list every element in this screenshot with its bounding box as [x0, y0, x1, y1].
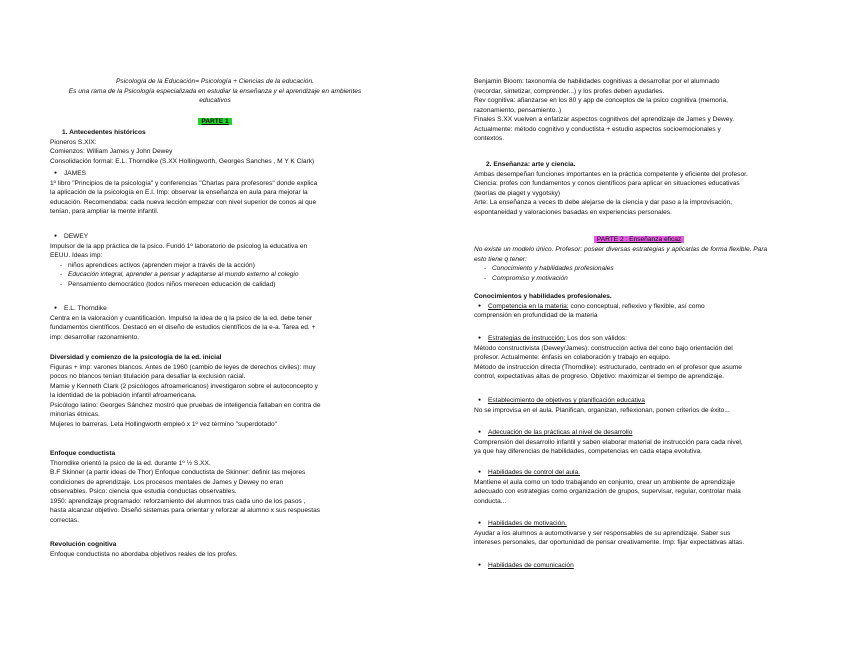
history-section [50, 128, 380, 166]
dewey-item: - Educación integral, aprender a pensar y adaptarse al mundo externo al colegio [50, 270, 380, 280]
competence-line [474, 302, 804, 312]
history-line: Comienzos: William James y John Dewey [50, 148, 173, 156]
motivation-line: Ayudar a los alumnos a automotivarse y ser responsables de su aprendizaje. Saber sus [474, 529, 731, 537]
dewey-line: EEUU. Ideas imp: [50, 252, 103, 260]
part1-label: PARTE 1 [198, 118, 231, 125]
art-science-line: (teorías de piaget y vygotsky) [474, 189, 561, 197]
control-line: conducta... [474, 497, 507, 505]
communication-section [474, 561, 804, 571]
james-line: tenían, para ampliar la mente infantil. [50, 208, 159, 216]
bloom-line: Rev cognitiva: afianzarse en los 80 y app de conceptos de la psico cognitiva (memoria, [474, 97, 728, 105]
strategies-line: Método de instrucción directa (Thorndike): estructurado, centrado en el profesor que asume [474, 363, 742, 371]
james-heading: ● JAMES [50, 169, 380, 179]
strategies-line: Método constructivista (Dewey/James): construcción activa del cono bajo orientación del [474, 344, 733, 352]
bloom-line: Finales S.XX vuelven a enfatizar aspectos cognitivos del aprendizaje de James y Dewey. [474, 116, 735, 124]
motivation-section [474, 519, 804, 548]
history-line: Pioneros S.XIX: [50, 138, 97, 146]
art-science-line: Ambas desempeñan funciones importantes en la práctica competente y eficiente del profesor. [474, 170, 748, 178]
diversity-section [50, 353, 380, 429]
strategies-line: control, expectativas altas de progreso. Objetivo: maximizar el tiempo de aprendizaje. [474, 373, 724, 381]
model-item: - Conocimiento y habilidades profesionales [474, 264, 804, 274]
adequacy-line: Comprensión del desarrollo infantil y saben elaborar material de instrucción para cada nivel, [474, 438, 743, 446]
bloom-line: razonamiento, pensamiento..) [474, 106, 562, 114]
art-science-line: Ciencia: profes con fundamentos y conos científicos para aplicar en situaciones educativas [474, 180, 740, 188]
diversity-heading: Diversidad y comienzo de la psicología de la ed. inicial [50, 354, 222, 361]
title-line: educativos [199, 97, 231, 105]
history-line: Consolidación formal: E.L. Thorndike (S.XX Hollingworth, Georges Sanches , M Y K Clark) [50, 157, 315, 165]
dewey-heading: ● DEWEY [50, 232, 380, 242]
dewey-item: - niños aprendices activos (aprenden mejor a través de la acción) [50, 261, 380, 271]
knowledge-heading: Conocimientos y habilidades profesionales. [474, 293, 612, 300]
strategies-text: Los dos son válidos: [565, 335, 627, 342]
goals-line: No se improvisa en el aula. Planifican, organizan, reflexionan, ponen criterios de éxito... [474, 406, 730, 414]
adequacy-heading: ● Adecuación de las prácticas al nivel de desarrollo [474, 428, 804, 438]
competence-line: comprensión en profundidad de la materia [474, 312, 598, 320]
james-line: la aplicación de la psicología en E.I. Imp: observar la enseñanza en aula para mejorar la [50, 189, 308, 197]
diversity-line: pocos no blancos tenían titulación para desafiar la exclusión racial. [50, 373, 246, 381]
cognitive-heading: Revolución cognitiva [50, 541, 117, 548]
adequacy-section [474, 428, 804, 457]
control-line: Mantiene el aula como un todo trabajando en conjunto, crear un ambiente de aprendizaje [474, 478, 735, 486]
title-line: Psicología de la Educación= Psicología + Ciencias de la educación. [116, 78, 314, 85]
thorndike-line: fundamentos científicos. Destacó en el diseño de estudios científicos de la e-a. Tarea ed. + [50, 324, 316, 332]
strategies-label: Estrategias de instrucción: [488, 335, 566, 342]
bloom-line: Actualmente: método cognitivo y conductista + estudio aspectos socioemocionales y [474, 125, 721, 133]
adequacy-line: ya que hay diferencias de habilidades, competencias en cada etapa evolutiva. [474, 448, 703, 456]
diversity-line: minorías étnicas. [50, 411, 100, 419]
art-science-line: Arte: La enseñanza a veces tb debe alejarse de la ciencia y dar paso a la improvisación, [474, 199, 733, 207]
document-title [50, 77, 380, 106]
part2-label-row [474, 235, 804, 245]
bloom-line: contextos. [474, 135, 505, 143]
diversity-line: la identidad de la población infantil afroamericana. [50, 392, 197, 400]
dewey-line: Impulsor de la app práctica de la psico. Fundó 1º laboratorio de psicolog la educativa en [50, 242, 308, 250]
goals-section [474, 396, 804, 415]
behaviorism-line: 1950: aprendizaje programado: reforzamiento del alumnos tras cada uno de los pasos , [50, 497, 306, 505]
james-line: 1º libro "Principios de la psicología" y conferencias "Charlas para profesores" donde explica [50, 179, 318, 187]
strategies-section [474, 334, 804, 382]
diversity-line: Figuras + imp: varones blancos. Antes de 1960 (cambio de leyes de derechos civiles): muy [50, 363, 316, 371]
part1-label-row [50, 117, 380, 127]
thorndike-heading: ● E.L. Thorndike [50, 304, 380, 314]
part2-label: PARTE 2 : Enseñanza eficaz [594, 236, 684, 243]
goals-heading: ● Establecimiento de objetivos y planificación educativa [474, 396, 804, 406]
control-section [474, 468, 804, 506]
james-line: educación. Recomendaba: cada nueva lección empezar con nivel superior de conos al que [50, 198, 317, 206]
model-item: - Compromiso y motivación [474, 274, 804, 284]
motivation-line: intereses personales, dar oportunidad de pensar creativamente. Imp: fijar expectativas altas. [474, 539, 745, 547]
behaviorism-line: observables. Psico: ciencia que estudia conductas observables. [50, 488, 237, 496]
behaviorism-section [50, 449, 380, 525]
behaviorism-line: hasta alcanzar objetivo. Diseñó sistemas para orientar y reforzar al alumno x sus respuestas [50, 507, 321, 515]
bloom-line: (recordar, sintetizar, comprender...) y los profes deben ayudarles. [474, 87, 665, 95]
strategies-line: profesor. Actualmente: énfasis en colaboración y trabajo en equipo. [474, 354, 671, 362]
james-section [50, 169, 380, 217]
behaviorism-line: B.F Skinner (a partir ideas de Thor) Enfoque conductista de Skinner: definir las mejores [50, 469, 306, 477]
competence-label: Competencia en la materia: [488, 302, 569, 310]
control-heading: ● Habilidades de control del aula. [474, 468, 804, 478]
bloom-section [474, 77, 804, 144]
thorndike-line: imp: desarrollar razonamiento. [50, 333, 140, 341]
art-science-heading: 2. Enseñanza: arte y ciencia. [486, 161, 576, 168]
control-line: adecuado con estrategias como organización de grupos, supervisar, regular, controlar mala [474, 488, 741, 496]
strategies-heading-line [474, 334, 804, 344]
title-line: Es una rama de la Psicología especializada en estudiar la enseñanza y el aprendizaje en ambientes [68, 87, 362, 95]
motivation-heading: ● Habilidades de motivación. [474, 519, 804, 529]
diversity-line: Psicólogo latino: Georges Sánchez mostró que pruebas de inteligencia fallaban en contra de [50, 401, 321, 409]
diversity-line: Mamie y Kenneth Clark (2 psicólogos afroamericanos) investigaron sobre el autoconcepto y [50, 382, 318, 390]
art-science-line: espontaneidad y valoraciones basadas en experiencias personales. [474, 208, 672, 216]
history-heading: 1. Antecedentes históricos [62, 129, 146, 136]
model-line: No existe un modelo único. Profesor: poseer diversas estrategias y aplicarlas de forma flexible. Para [474, 246, 768, 253]
art-science-section [474, 160, 804, 217]
model-section [474, 245, 804, 283]
model-line: esto tiene q tener: [474, 255, 527, 263]
diversity-line: Mujeres lo barreras. Leta Hollingworth empleó x 1º vez término "superdotado" [50, 420, 277, 428]
dewey-section [50, 232, 380, 289]
knowledge-section [474, 292, 804, 321]
cognitive-line: Enfoque conductista no abordaba objetivos reales de los profes. [50, 550, 238, 558]
behaviorism-heading: Enfoque conductista [50, 450, 116, 457]
thorndike-line: Centra en la valoración y cuantificación. Impulsó la idea de q la psico de la ed. debe tener [50, 314, 313, 322]
thorndike-section [50, 304, 380, 342]
dewey-item: - Pensamiento democrático (todos niños merecen educación de calidad) [50, 280, 380, 290]
behaviorism-line: condiciones de aprendizaje. Los procesos mentales de James y Dewey no eran [50, 478, 284, 486]
cognitive-section [50, 540, 380, 559]
behaviorism-line: correctas. [50, 516, 79, 524]
communication-heading: ● Habilidades de comunicación [474, 561, 804, 571]
behaviorism-line: Thorndike orientó la psico de la ed. durante 1º ½ S.XX. [50, 459, 211, 467]
bloom-line: Benjamin Bloom: taxonomía de habilidades cognitivas a desarrollar por el alumnado [474, 78, 720, 85]
competence-text: cono conceptual, reflexivo y flexible, así como [568, 302, 705, 310]
